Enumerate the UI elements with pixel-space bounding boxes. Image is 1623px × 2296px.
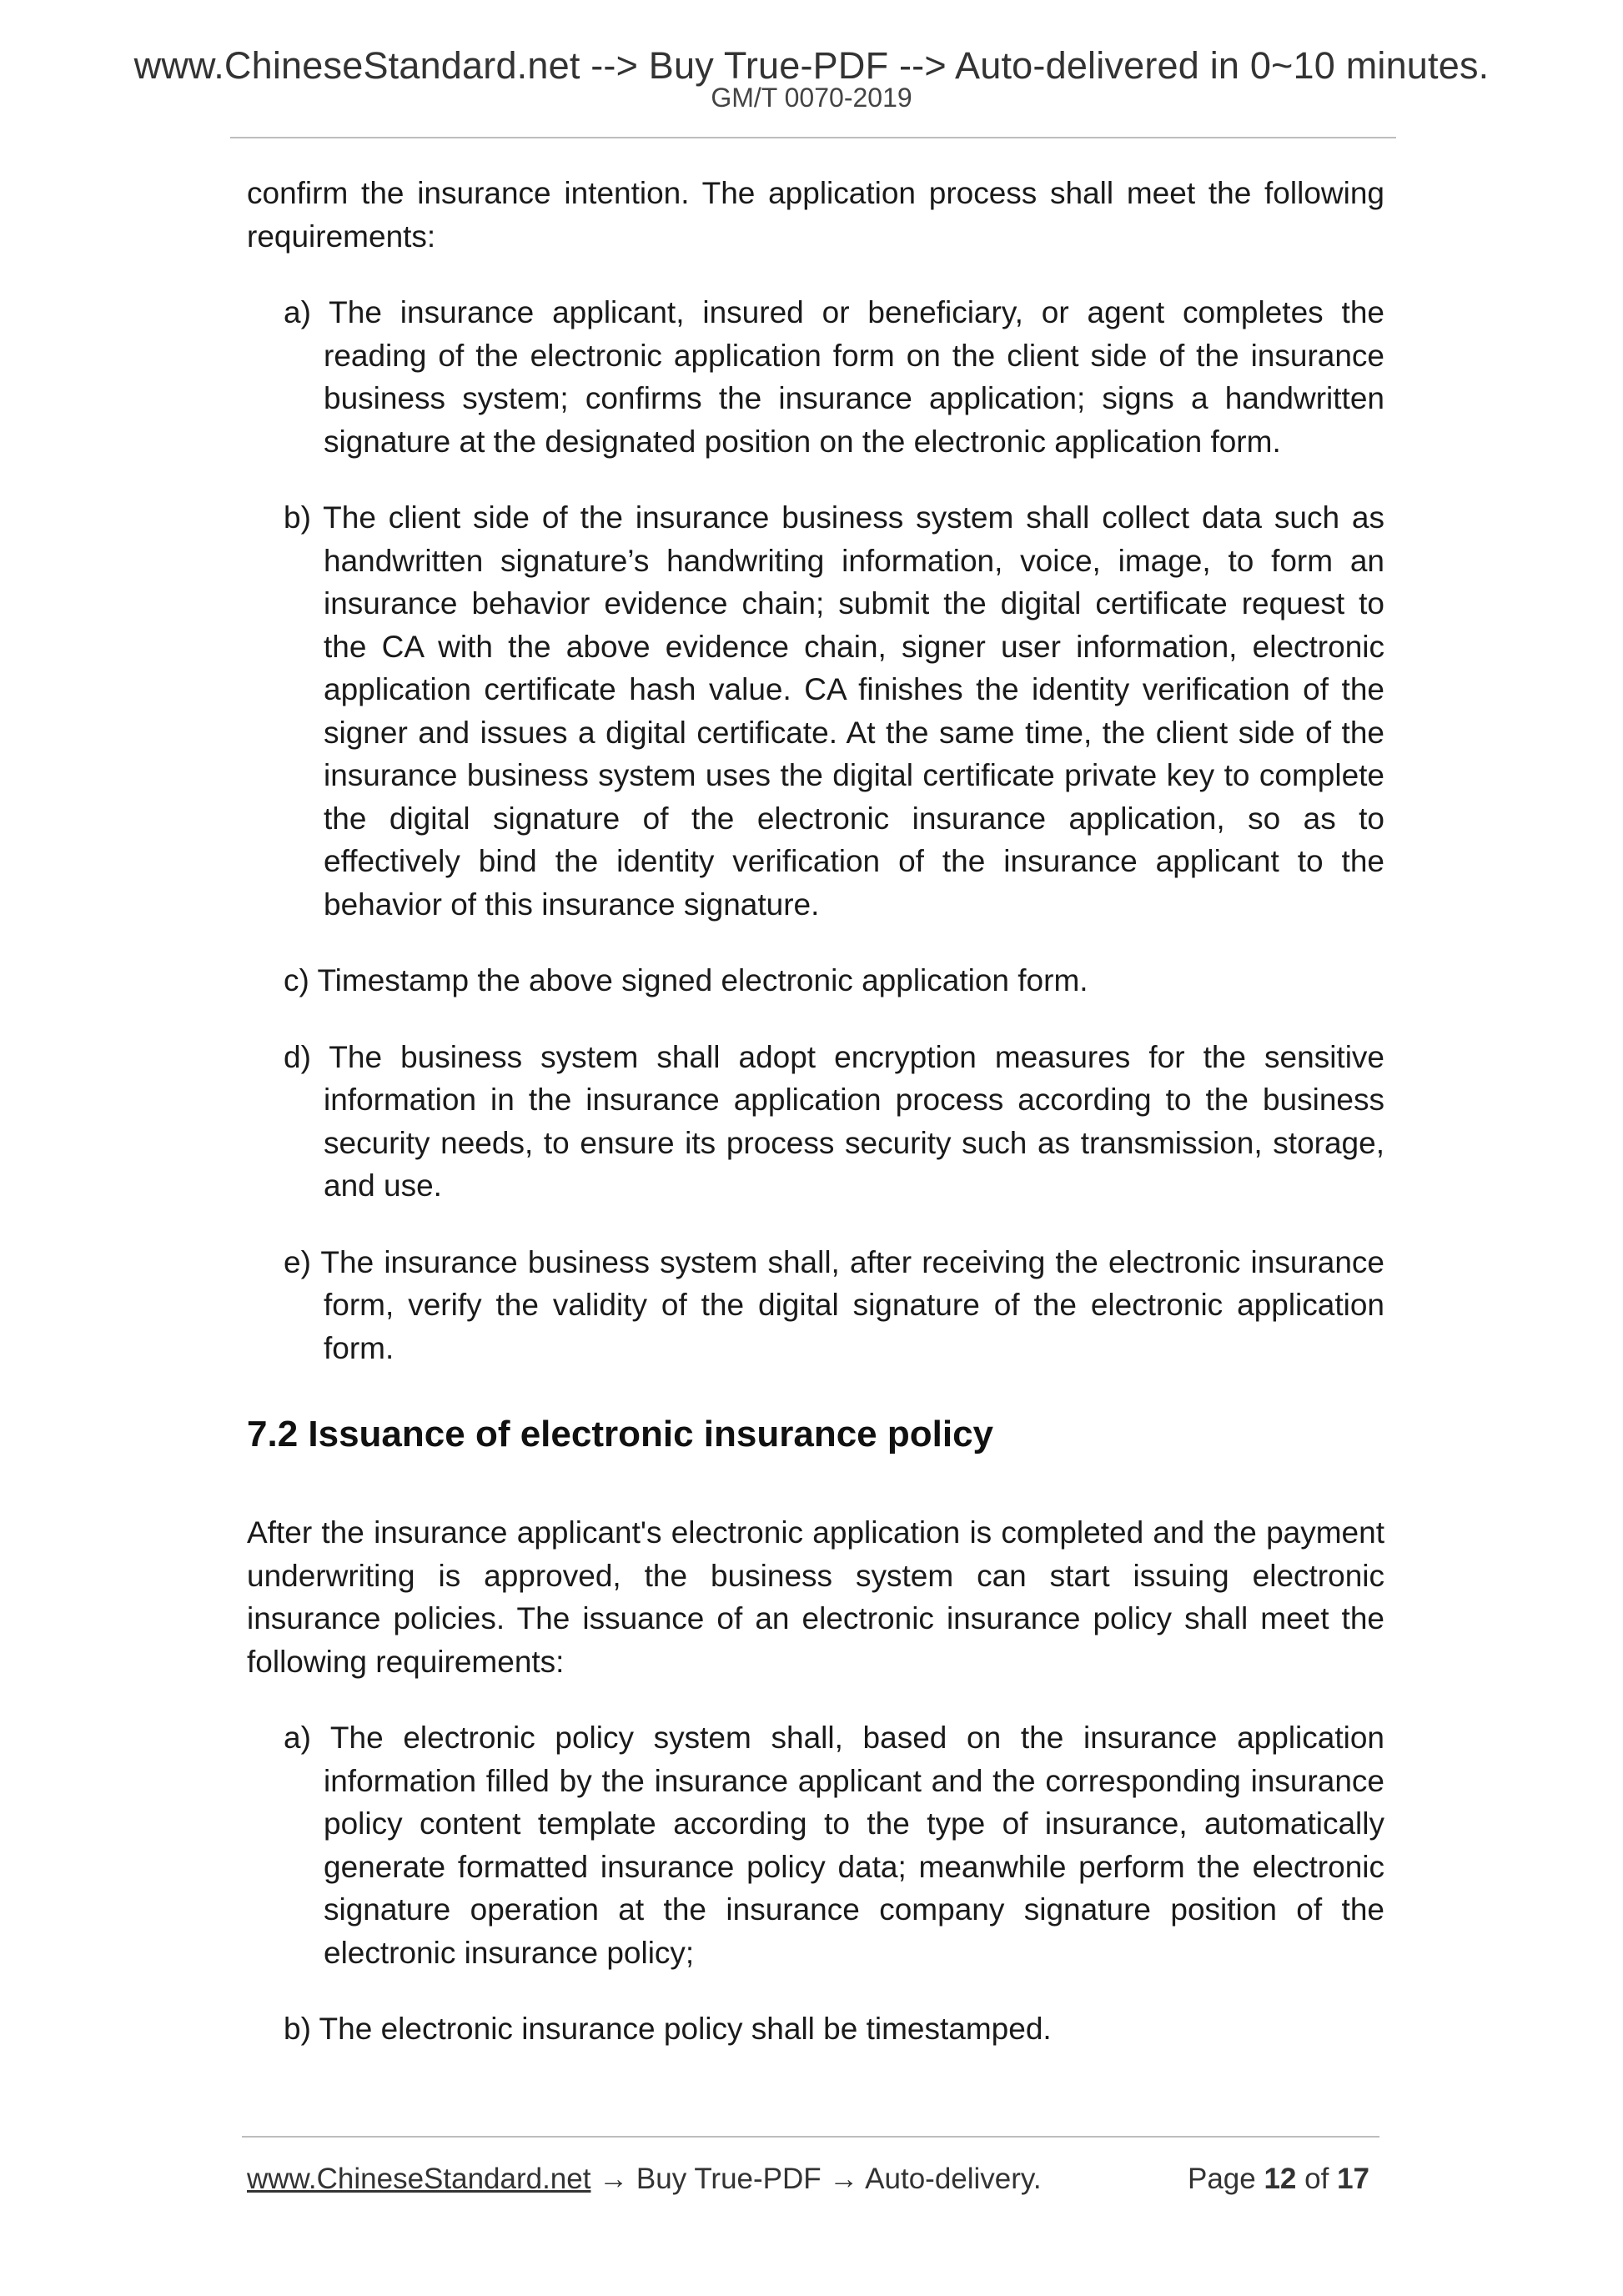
- list-marker: a): [284, 295, 311, 329]
- list-item: [284, 959, 1384, 1002]
- page-number: 12: [1264, 2163, 1297, 2195]
- list-item-text: The electronic policy system shall, based on the insurance application information filled by the insurance applicant and the corresponding insurance policy content template according to the type of insurance, automatically generate formatted insurance policy data; meanwhile perform the electronic signature operation at the insurance company signature position of the electronic insurance policy;: [324, 1721, 1384, 1970]
- list-item: [284, 1036, 1384, 1208]
- page-content: [247, 172, 1384, 2051]
- list-item-text: The insurance applicant, insured or beneficiary, or agent completes the reading of the electronic application form on the client side of the insurance business system; confirms the insurance application; signs a handwritten signature at the designated position on the electronic application form.: [324, 295, 1384, 459]
- list-item: [284, 2007, 1384, 2051]
- of-label: of: [1304, 2163, 1329, 2195]
- list-item: [284, 291, 1384, 463]
- footer-left: [247, 2158, 1042, 2200]
- page-total: 17: [1337, 2163, 1369, 2195]
- list-item: [284, 1716, 1384, 1974]
- list-marker: d): [284, 1039, 311, 1074]
- footer-divider: [242, 2136, 1379, 2138]
- page-indicator: [1188, 2158, 1369, 2200]
- list-item: [284, 1241, 1384, 1370]
- page-label: Page: [1187, 2163, 1256, 2195]
- list-marker: b): [284, 2012, 311, 2046]
- list-marker: a): [284, 1721, 311, 1755]
- list-item: [284, 496, 1384, 926]
- list-marker: e): [284, 1244, 311, 1279]
- intro-paragraph: confirm the insurance intention. The application process shall meet the following requirements:: [247, 176, 1384, 254]
- document-code: GM/T 0070-2019: [711, 83, 912, 113]
- delivery-text: → Buy True-PDF → Auto-delivery.: [599, 2163, 1042, 2195]
- top-banner: www.ChineseStandard.net --> Buy True-PDF --> Auto-delivered in 0~10 minutes.: [133, 44, 1490, 87]
- list-item-text: The business system shall adopt encryption measures for the sensitive information in the insurance application process according to the business security needs, to ensure its process security such as transmission, storage, and use.: [324, 1039, 1384, 1203]
- list-marker: c): [284, 963, 309, 997]
- list-item-text: The insurance business system shall, after receiving the electronic insurance form, verify the validity of the digital signature of the electronic application form.: [320, 1244, 1384, 1365]
- section-paragraph: After the insurance applicant's electronic application is completed and the payment underwriting is approved, the business system can start issuing electronic insurance policies. The issuance of an electronic insurance policy shall meet the following requirements:: [247, 1515, 1384, 1679]
- header-divider: [230, 137, 1396, 138]
- section-heading: 7.2 Issuance of electronic insurance policy: [247, 1414, 994, 1454]
- list-item-text: The electronic insurance policy shall be timestamped.: [319, 2012, 1052, 2046]
- website-link[interactable]: www.ChineseStandard.net: [247, 2163, 591, 2195]
- list-item-text: Timestamp the above signed electronic application form.: [317, 963, 1088, 997]
- list-marker: b): [284, 500, 311, 535]
- list-item-text: The client side of the insurance business system shall collect data such as handwritten signature’s handwriting information, voice, image, to form an insurance behavior evidence chain; submit the digital certificate request to the CA with the above evidence chain, signer user information, electronic application certificate hash value. CA finishes the identity verification of the signer and issues a digital certificate. At the same time, the client side of the insurance business system uses the digital certificate private key to complete the digital signature of the electronic insurance application, so as to effectively bind the identity verification of the insurance applicant to the behavior of this insurance signature.: [323, 500, 1384, 922]
- page-footer: [247, 2158, 1378, 2200]
